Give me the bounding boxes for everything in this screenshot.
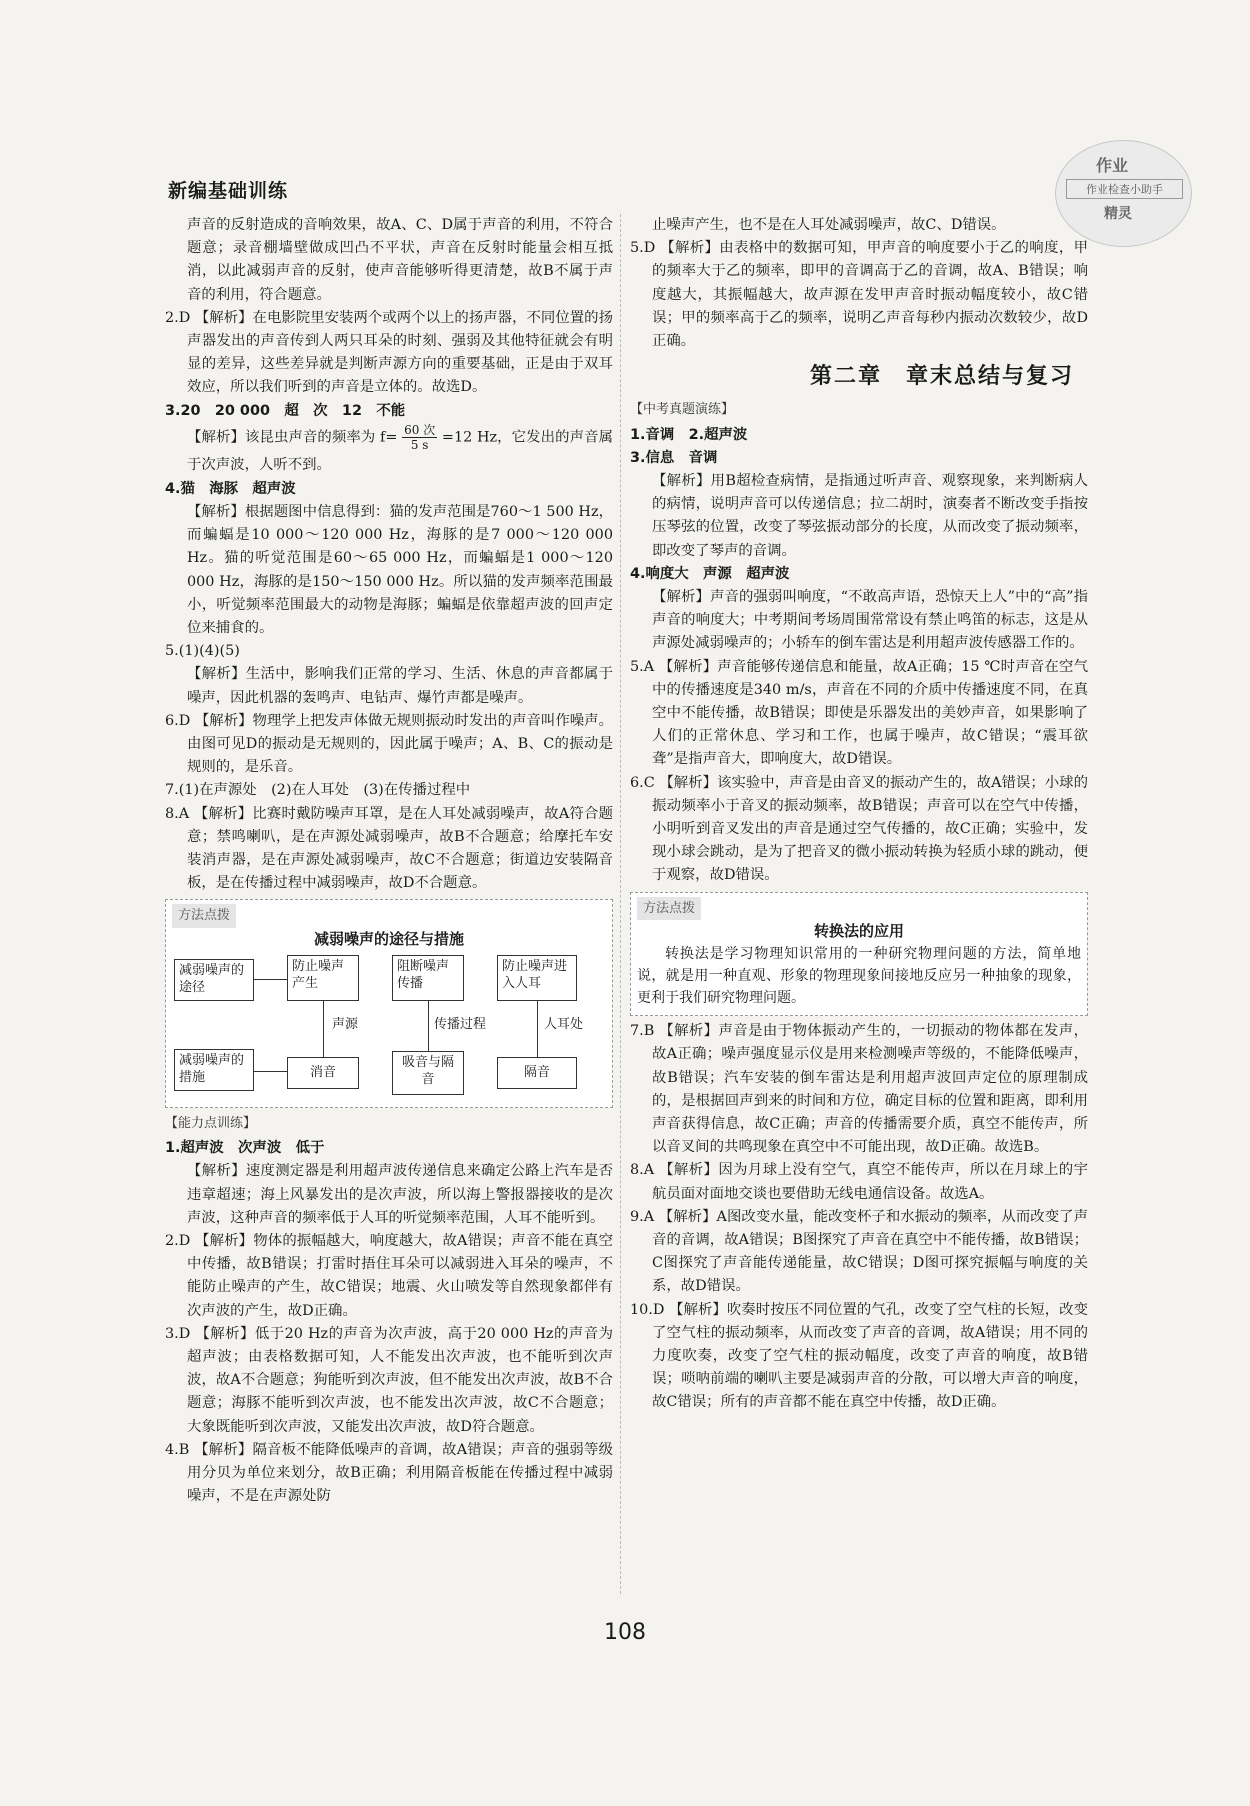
answer-item: 9.A 【解析】A图改变水量，能改变杯子和水振动的频率，从而改变了声音的音调，故A错误；B图探究了声音在真空中不能传播，故B错误；C图探究了声音能传递能量，故C错误；D图可探究振幅与响度的关系，故D错误。 [630, 1208, 1088, 1295]
answer-text: 止噪声产生，也不是在人耳处减弱噪声，故C、D错误。 [652, 217, 1006, 233]
analysis-text: 【解析】速度测定器是利用超声波传递信息来确定公路上汽车是否违章超速；海上风暴发出的是次声波，所以海上警报器接收的是次声波，这种声音的频率低于人耳的听觉频率范围，人耳不能听到。 [187, 1163, 613, 1226]
method-tag: 方法点拨 [172, 904, 236, 927]
stamp-line-3: 精灵 [1104, 206, 1132, 222]
method-title: 减弱噪声的途径与措施 [313, 929, 464, 948]
answer-item: 7.(1)在声源处 (2)在人耳处 (3)在传播过程中 [165, 782, 471, 799]
analysis-text [165, 423, 613, 478]
answer-item: 3.D 【解析】低于20 Hz的声音为次声波，高于20 000 Hz的声音为超声波；由表格数据可知，人不能发出次声波，也不能听到次声波，故A不合题意；狗能听到次声波，但不能发出次声波，故B不合题意；海豚不能听到次声波，也不能发出次声波，故C不合题意；大象既能听到次声波，又能发出次声波，故D符合题意。 [165, 1325, 613, 1435]
answer-item: 5.(1)(4)(5) [165, 643, 240, 660]
method-box [630, 892, 1088, 1016]
fraction [402, 423, 437, 452]
answer-item: 1.超声波 次声波 低于 [165, 1140, 325, 1157]
answer-item: 3.20 20 000 超 次 12 不能 [165, 402, 406, 419]
analysis-text: 【解析】用B超检查病情，是指通过听声音、观察现象，来判断病人的病情，说明声音可以传递信息；拉二胡时，演奏者不断改变手指按压琴弦的位置，改变了琴弦振动部分的长度，从而改变了振动频率，即改变了琴声的音调。 [652, 473, 1088, 559]
book-title: 新编基础训练 [168, 180, 289, 202]
node-muffle: 消音 [287, 1057, 359, 1089]
node-ear: 防止噪声进入人耳 [497, 955, 577, 1001]
answer-item: 5.A 【解析】声音能够传递信息和能量，故A正确；15 ℃时声音在空气中的传播速度是340 m/s，声音在不同的介质中传播速度不同，在真空中不能传播，故B错误；即使是乐器发出的美妙声音，如果影响了人们的正常休息、学习和工作，也属于噪声，故C错误；“震耳欲聋”是指声音大，即响度大，故D错误。 [630, 658, 1088, 768]
node-isolate: 隔音 [497, 1057, 577, 1089]
answer-item: 7.B 【解析】声音是由于物体振动产生的，一切振动的物体都在发声，故A正确；噪声强度显示仪是用来检测噪声等级的，不能降低噪声，故B错误；汽车安装的倒车雷达是利用超声波回声定位的原理制成的，是根据回声到来的时间和方位，确定目标的位置和距离，即利用声音获得信息，故C正确；声音的传播需要介质，真空不能传声，所以音叉间的共鸣现象在真空中不可能出现，故D正确。故选B。 [630, 1023, 1088, 1156]
answer-item: 8.A 【解析】比赛时戴防噪声耳罩，是在人耳处减弱噪声，故A符合题意；禁鸣喇叭，是在声源处减弱噪声，故B不合题意；给摩托车安装消声器，是在声源处减弱噪声，故C不合题意；街道边安装隔音板，是在传播过程中减弱噪声，故D不合题意。 [165, 805, 613, 892]
fraction-numerator: 60 次 [404, 422, 436, 437]
arrow [254, 979, 287, 980]
answer-item: 4.响度大 声源 超声波 [630, 565, 790, 582]
answer-text: 声音的反射造成的音响效果，故A、C、D属于声音的利用，不符合题意；录音棚墙壁做成凹凸不平状，声音在反射时能量会相互抵消，以此减弱声音的反射，使声音能够听得更清楚，故B不属于声音的利用，符合题意。 [187, 217, 613, 303]
answer-item: 6.C 【解析】该实验中，声音是由音叉的振动产生的，故A错误；小球的振动频率小于音叉的振动频率，故B错误；声音可以在空气中传播，小明听到音叉发出的声音是通过空气传播的，故C正确；实验中，发现小球会跳动，是为了把音叉的微小振动转换为轻质小球的跳动，便于观察，故D错误。 [630, 774, 1088, 884]
page-number: 108 [604, 1620, 646, 1645]
noise-diagram [172, 951, 606, 1101]
chapter-title: 第二章 章末总结与复习 [809, 364, 1074, 390]
node-path: 阻断噪声传播 [392, 955, 464, 1001]
analysis-text: 【解析】根据题图中信息得到：猫的发声范围是760～1 500 Hz，而蝙蝠是10 000～120 000 Hz，海豚的是7 000～120 000 Hz。猫的听觉范围是60～65 000 Hz，而蝙蝠是1 000～120 000 Hz，海豚的是150～150 000 Hz。所以猫的发声频率范围最小，听觉频率范围最大的动物是海豚；蝙蝠是依靠超声波的回声定位来捕食的。 [187, 504, 613, 637]
answer-item: 4.猫 海豚 超声波 [165, 480, 296, 497]
path-label: 声源 [332, 1016, 359, 1032]
method-text: 转换法是学习物理知识常用的一种研究物理问题的方法，简单地说，就是用一种直观、形象的物理现象间接地反应另一种抽象的现象，更利于我们研究物理问题。 [637, 946, 1081, 1007]
answer-item: 6.D 【解析】物理学上把发声体做无规则振动时发出的声音叫作噪声。由图可见D的振动是无规则的，因此属于噪声；A、B、C的振动是规则的，是乐音。 [165, 712, 613, 776]
node-source: 防止噪声产生 [287, 955, 359, 1001]
column-divider [620, 214, 621, 1594]
analysis-pre: 【解析】该昆虫声音的频率为 f= [187, 429, 398, 446]
answer-item: 3.信息 音调 [630, 449, 718, 466]
node-measure: 减弱噪声的措施 [174, 1049, 254, 1091]
arrow [323, 1001, 324, 1061]
arrow [254, 1071, 287, 1072]
path-label: 传播过程 [434, 1016, 487, 1032]
analysis-post: =12 Hz，它发出的声音属于次声波，人听不到。 [187, 429, 614, 473]
section-heading: 【中考真题演练】 [630, 402, 735, 418]
path-label: 人耳处 [544, 1016, 584, 1032]
stamp-line-2: 作业检查小助手 [1066, 179, 1183, 199]
answer-item: 8.A 【解析】因为月球上没有空气，真空不能传声，所以在月球上的宇航员面对面地交谈也要借助无线电通信设备。故选A。 [630, 1162, 1088, 1202]
node-way: 减弱噪声的途径 [174, 959, 254, 1001]
answer-item: 4.B 【解析】隔音板不能降低噪声的音调，故A错误；声音的强弱等级用分贝为单位来划分，故B正确；利用隔音板能在传播过程中减弱噪声，不是在声源处防 [165, 1441, 613, 1505]
stamp-line-1: 作业 [1096, 156, 1129, 175]
method-title: 转换法的应用 [813, 921, 904, 940]
analysis-text: 【解析】声音的强弱叫响度，“不敢高声语，恐惊天上人”中的“高”指声音的响度大；中考期间考场周围常常设有禁止鸣笛的标志，这是从声源处减弱噪声的；小轿车的倒车雷达是利用超声波传感器工作的。 [652, 589, 1088, 652]
answer-item: 5.D 【解析】由表格中的数据可知，甲声音的响度要小于乙的响度，甲的频率大于乙的频率，即甲的音调高于乙的音调，故A、B错误；响度越大，其振幅越大，故声源在发甲声音时振动幅度较小，故C错误；甲的频率高于乙的频率，说明乙声音每秒内振动次数较少，故D正确。 [630, 240, 1088, 350]
node-absorb: 吸音与隔音 [392, 1051, 464, 1095]
right-column [630, 214, 1088, 1415]
answer-item: 2.D 【解析】在电影院里安装两个或两个以上的扬声器，不同位置的扬声器发出的声音传到人两只耳朵的时刻、强弱及其他特征就会有明显的差异，这些差异就是判断声源方向的重要基础，正是由于双耳效应，所以我们听到的声音是立体的。故选D。 [165, 309, 613, 396]
section-heading: 【能力点训练】 [165, 1115, 257, 1131]
analysis-text: 【解析】生活中，影响我们正常的学习、生活、休息的声音都属于噪声，因此机器的轰鸣声、电钻声、爆竹声都是噪声。 [187, 666, 613, 706]
method-tag: 方法点拨 [637, 897, 701, 920]
arrow [537, 1001, 538, 1061]
left-column [165, 214, 613, 1508]
answer-item: 2.D 【解析】物体的振幅越大，响度越大，故A错误；声音不能在真空中传播，故B错误；打雷时捂住耳朵可以减弱进入耳朵的噪声，不能防止噪声的产生，故C错误；地震、火山喷发等自然现象都伴有次声波的产生，故D正确。 [165, 1232, 613, 1319]
answer-item: 10.D 【解析】吹奏时按压不同位置的气孔，改变了空气柱的长短，改变了空气柱的振动频率，从而改变了声音的音调，故A错误；用不同的力度吹奏，改变了空气柱的振动幅度，改变了声音的响度，故B错误；唢呐前端的喇叭主要是减弱声音的分散，可以增大声音的响度，故C错误；所有的声音都不能在真空中传播，故D正确。 [630, 1301, 1088, 1411]
method-box [165, 899, 613, 1107]
answer-item: 1.音调 2.超声波 [630, 426, 748, 443]
fraction-denominator: 5 s [410, 437, 429, 452]
